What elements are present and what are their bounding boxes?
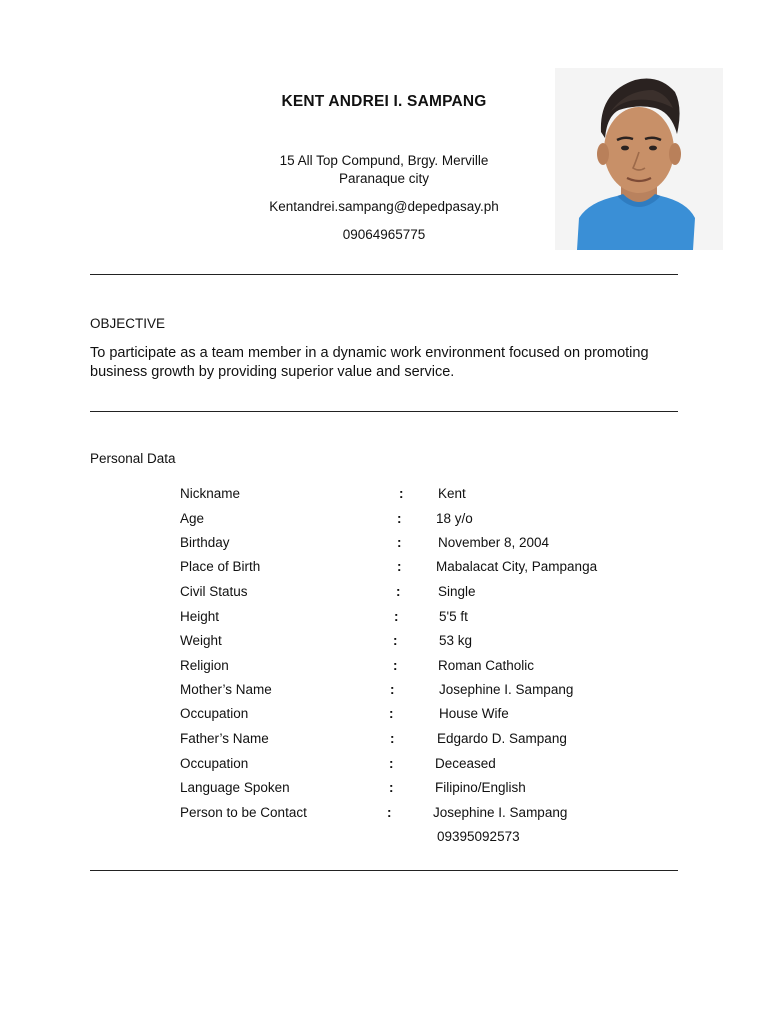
personal-data-colon: : [396,584,401,599]
profile-photo [555,68,723,250]
personal-data-row [180,486,660,506]
personal-data-value: Mabalacat City, Pampanga [436,559,598,574]
personal-data-value: Kent [438,486,466,501]
personal-data-value: Single [438,584,476,599]
address-line-2: Paranaque city [338,171,430,186]
personal-data-label: Weight [180,633,222,648]
personal-data-label: Age [180,511,205,526]
personal-data-label: Occupation [180,756,249,771]
phone-number: 09064965775 [342,227,426,242]
personal-data-row [180,535,660,555]
personal-data-row [180,780,660,800]
personal-data-label: Religion [180,658,229,673]
personal-data-label: Place of Birth [180,559,261,574]
personal-data-value: Josephine I. Sampang [439,682,574,697]
personal-data-label: Person to be Contact [180,805,307,820]
personal-data-colon: : [389,756,394,771]
divider-objective [90,411,678,412]
personal-data-colon: : [397,535,402,550]
personal-data-colon: : [387,805,392,820]
personal-data-colon: : [389,780,394,795]
personal-data-value: November 8, 2004 [438,535,550,550]
personal-data-row [180,805,660,825]
objective-text: To participate as a team member in a dynamic work environment focused on promoting business growth by providing superior value and service. [90,345,649,380]
divider-personal-data [90,870,678,871]
contact-person-number: 09395092573 [437,829,520,844]
personal-data-heading: Personal Data [90,451,176,466]
personal-data-value: Josephine I. Sampang [433,805,568,820]
personal-data-row [180,633,660,653]
personal-data-colon: : [389,706,394,721]
personal-data-colon: : [399,486,404,501]
personal-data-colon: : [394,609,399,624]
personal-data-value: House Wife [439,706,509,721]
personal-data-label: Nickname [180,486,241,501]
personal-data-colon: : [397,511,402,526]
personal-data-colon: : [390,731,395,746]
personal-data-value: Roman Catholic [438,658,535,673]
personal-data-row [180,706,660,726]
personal-data-row [180,658,660,678]
personal-data-row [180,584,660,604]
personal-data-label: Civil Status [180,584,248,599]
personal-data-value: 18 y/o [436,511,473,526]
address-line-1: 15 All Top Compund, Brgy. Merville [279,153,489,168]
personal-data-label: Language Spoken [180,780,290,795]
personal-data-label: Height [180,609,220,624]
personal-data-value: 5'5 ft [439,609,468,624]
personal-data-value: Filipino/English [435,780,526,795]
personal-data-row [180,682,660,702]
email-address: Kentandrei.sampang@depedpasay.ph [269,199,499,214]
personal-data-label: Occupation [180,706,249,721]
personal-data-colon: : [397,559,402,574]
applicant-name: KENT ANDREI I. SAMPANG [281,93,487,110]
objective-heading: OBJECTIVE [90,316,166,331]
personal-data-row [180,559,660,579]
personal-data-colon: : [393,658,398,673]
personal-data-value: Edgardo D. Sampang [437,731,567,746]
personal-data-colon: : [393,633,398,648]
personal-data-label: Birthday [180,535,230,550]
personal-data-value: Deceased [435,756,496,771]
personal-data-row [180,511,660,531]
divider-header [90,274,678,275]
personal-data-colon: : [390,682,395,697]
personal-data-label: Father’s Name [180,731,269,746]
personal-data-row [180,609,660,629]
personal-data-row [180,756,660,776]
personal-data-value: 53 kg [439,633,473,648]
personal-data-label: Mother’s Name [180,682,272,697]
personal-data-row [180,731,660,751]
